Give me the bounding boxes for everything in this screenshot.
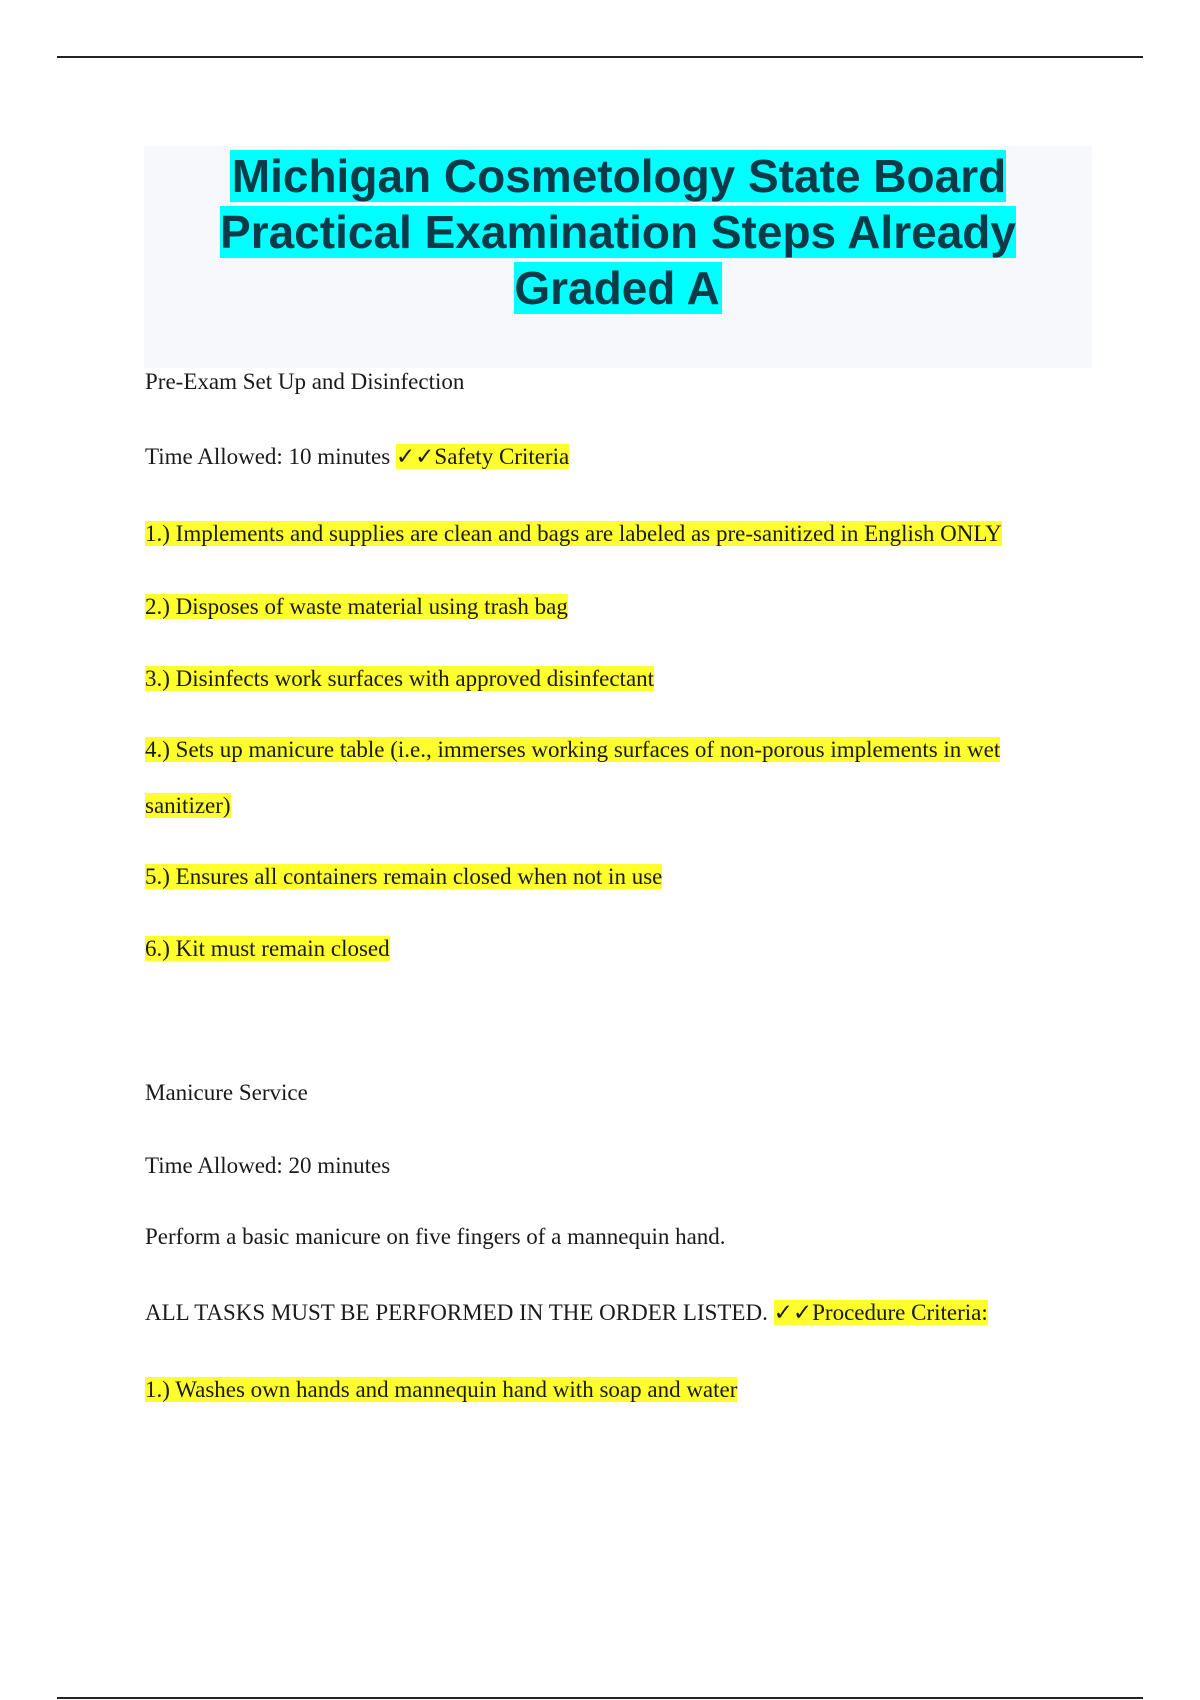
procedure-criteria-label: ✓✓Procedure Criteria:	[773, 1300, 988, 1325]
setup-item-5: 5.) Ensures all containers remain closed when not in use	[145, 864, 663, 889]
time-allowed-setup	[145, 442, 569, 471]
order-note: ALL TASKS MUST BE PERFORMED IN THE ORDER LISTED.	[145, 1300, 768, 1325]
time-allowed-manicure: Time Allowed: 20 minutes	[145, 1153, 391, 1178]
title-box	[144, 146, 1092, 368]
section-heading-setup: Pre-Exam Set Up and Disinfection	[145, 369, 465, 394]
procedure-item-1: 1.) Washes own hands and mannequin hand with soap and water	[145, 1377, 738, 1402]
manicure-instruction: Perform a basic manicure on five fingers of a mannequin hand.	[145, 1224, 726, 1249]
header-rule	[57, 56, 1143, 58]
setup-item-6: 6.) Kit must remain closed	[145, 936, 390, 961]
setup-item-4: 4.) Sets up manicure table (i.e., immerses working surfaces of non-porous implements in wet	[145, 737, 1001, 762]
footer-rule	[57, 1697, 1143, 1699]
document-title: Michigan Cosmetology State Board Practical Examination Steps Already Graded A	[220, 150, 1016, 314]
section-heading-manicure: Manicure Service	[145, 1080, 308, 1105]
time-allowed-text: Time Allowed: 10 minutes	[145, 444, 391, 469]
setup-item-3: 3.) Disinfects work surfaces with approved disinfectant	[145, 666, 655, 691]
setup-item-2: 2.) Disposes of waste material using trash bag	[145, 594, 568, 619]
order-note-line	[145, 1298, 988, 1327]
setup-item-4-continued: sanitizer)	[145, 793, 231, 818]
setup-item-1: 1.) Implements and supplies are clean and bags are labeled as pre-sanitized in English ONLY	[145, 521, 1002, 546]
safety-criteria-label: ✓✓Safety Criteria	[395, 444, 570, 469]
